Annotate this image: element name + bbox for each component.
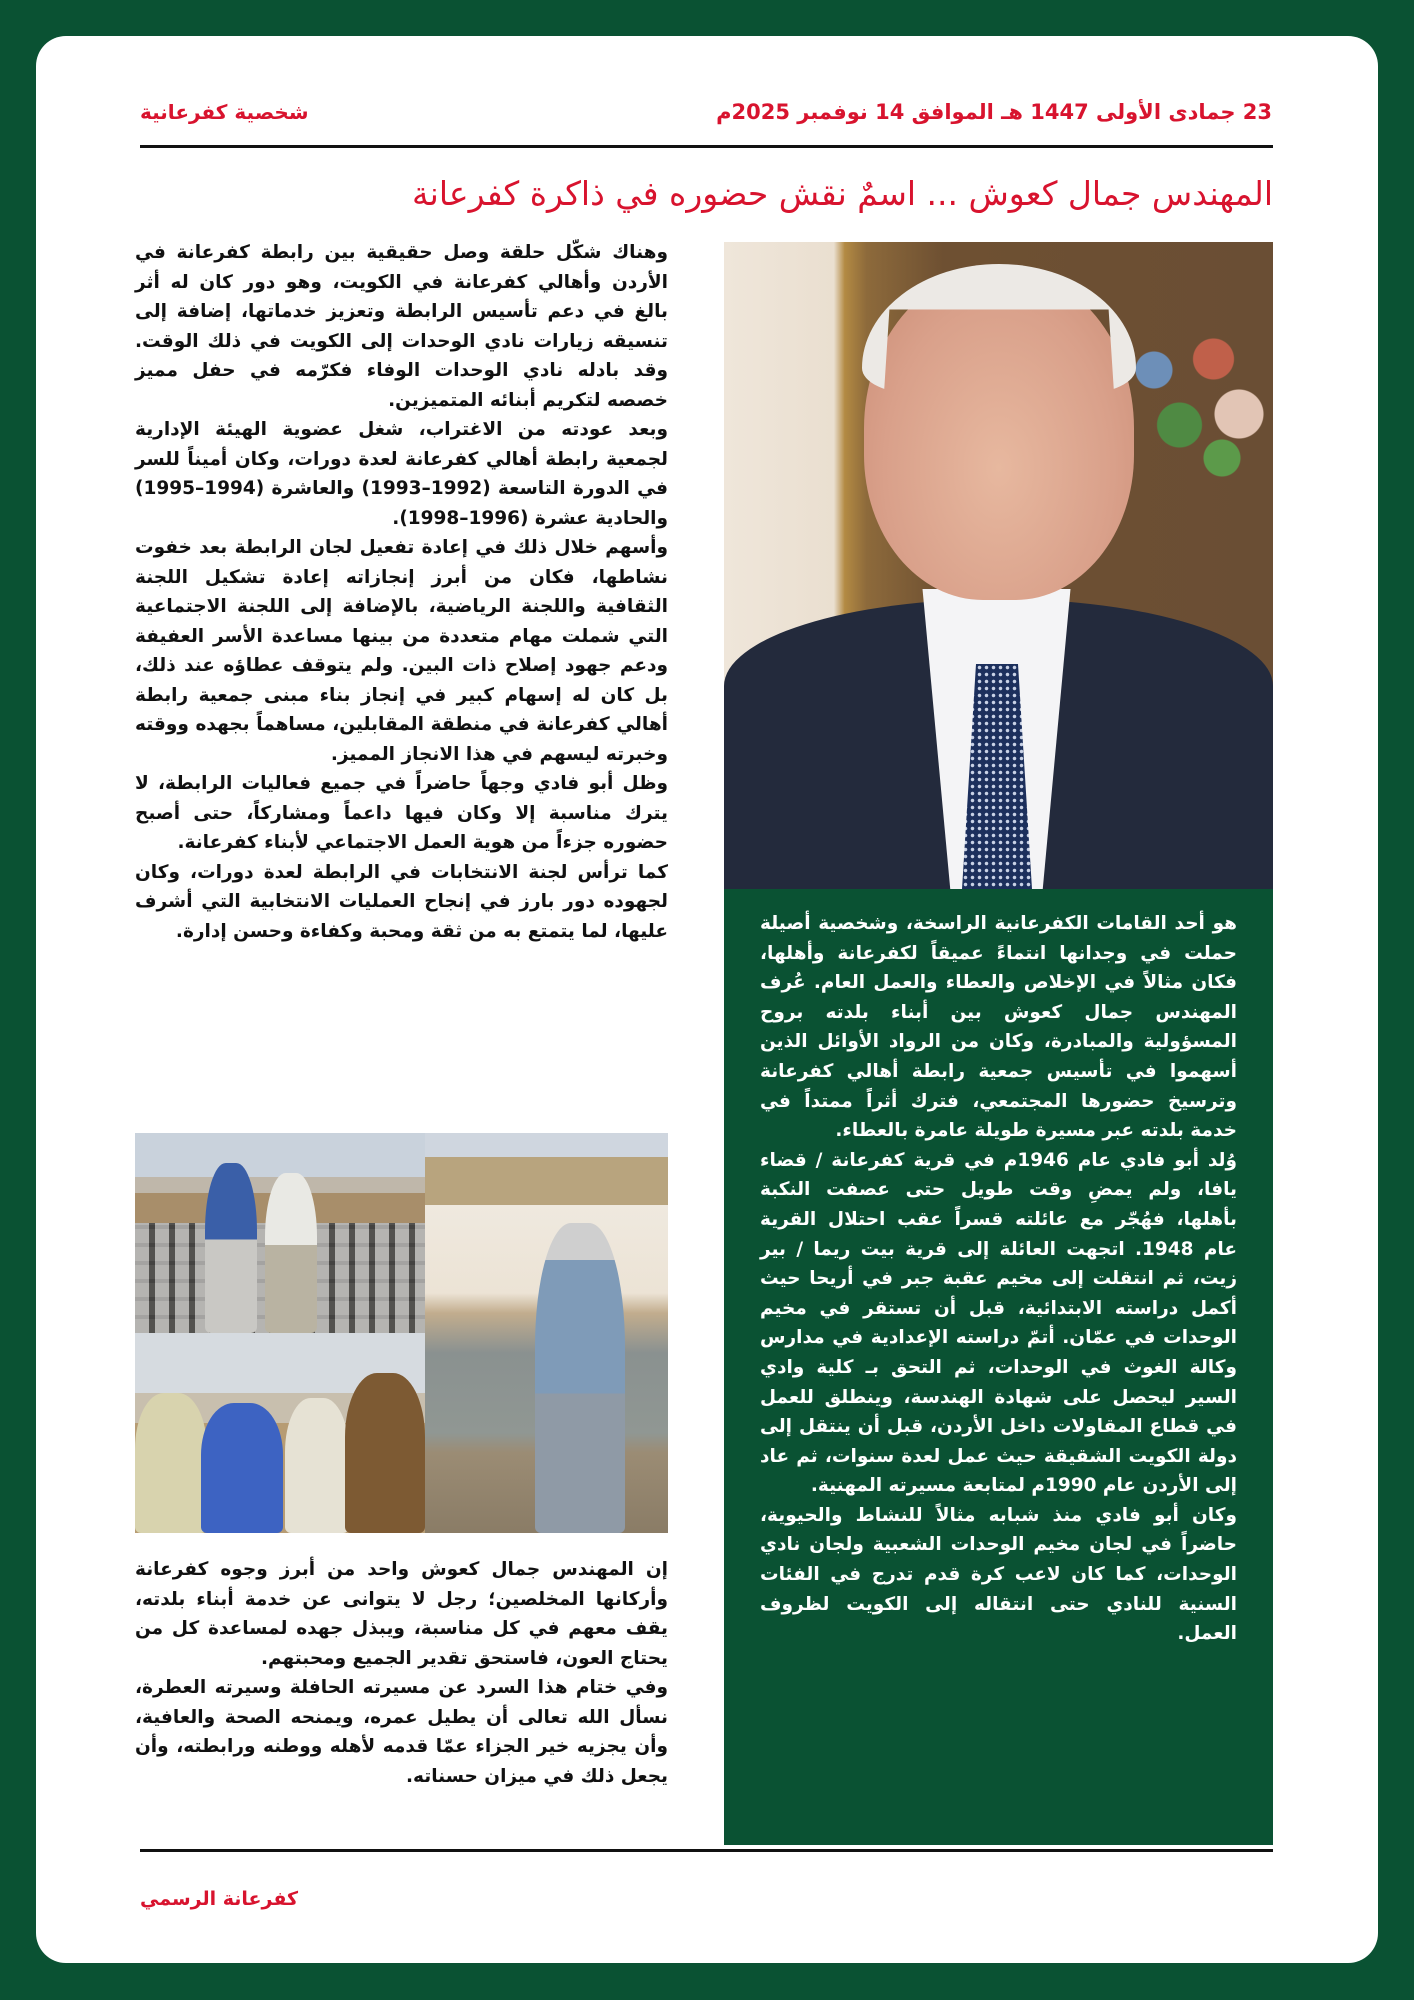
paragraph: وظل أبو فادي وجهاً حاضراً في جميع فعاليات الرابطة، لا يترك مناسبة إلا وكان فيها داعماً ومشاركاً، حتى أصبح حضوره جزءاً من هوية العمل الاجتماعي لأبناء كفرعانة. <box>135 773 668 853</box>
left-column-text <box>135 238 668 946</box>
photo-group <box>135 1333 425 1533</box>
photo-construction-site <box>135 1133 425 1333</box>
footer-divider <box>140 1849 1273 1852</box>
photo-man-standing <box>425 1133 668 1533</box>
portrait-photo <box>724 242 1273 889</box>
paragraph: وُلد أبو فادي عام 1946م في قرية كفرعانة / قضاء يافا، ولم يمضِ وقت طويل حتى عصفت النكبة بأهلها، فهُجّر مع عائلته قسراً عقب احتلال القرية عام 1948. اتجهت العائلة إلى قرية بيت ريما / بير زيت، ثم انتقلت إلى مخيم عقبة جبر في أريحا حيث أكمل دراسته الابتدائية، قبل أن تستقر في مخيم الوحدات في عمّان. أتمّ دراسته الإعدادية في مدارس وكالة الغوث في الوحدات، ثم التحق بـ كلية وادي السير ليحصل على شهادة الهندسة، وينطلق للعمل في قطاع المقاولات داخل الأردن، قبل أن ينتقل إلى دولة الكويت الشقيقة حيث عمل لعدة سنوات، ثم عاد إلى الأردن عام 1990م لمتابعة مسيرته المهنية. <box>760 1149 1238 1497</box>
paragraph: وهناك شكّل حلقة وصل حقيقية بين رابطة كفرعانة في الأردن وأهالي كفرعانة في الكويت، وهو دور كان له أثر بالغ في دعم تأسيس الرابطة وتعزيز خدماتها، إضافة إلى تنسيقه زيارات نادي الوحدات إلى الكويت في ذلك الوقت. وقد بادله نادي الوحدات الوفاء فكرّمه في حفل مميز خصصه لتكريم أبنائه المتميزين. <box>135 242 668 411</box>
paragraph: كما ترأس لجنة الانتخابات في الرابطة لعدة دورات، وكان لجهوده دور بارز في إنجاح العمليات الانتخابية التي أشرف عليها، لما يتمتع به من ثقة ومحبة وكفاءة وحسن إدارة. <box>135 861 668 942</box>
paragraph: وكان أبو فادي منذ شبابه مثالاً للنشاط والحيوية، حاضراً في لجان مخيم الوحدات الشعبية ولجان نادي الوحدات، كما كان لاعب كرة قدم تدرج في الفئات السنية للنادي حتى انتقاله إلى الكويت لظروف العمل. <box>760 1504 1237 1645</box>
paragraph: وفي ختام هذا السرد عن مسيرته الحافلة وسيرته العطرة، نسأل الله تعالى أن يطيل عمره، ويمنحه الصحة والعافية، وأن يجزيه خير الجزاء عمّا قدمه لأهله ووطنه ورابطته، وأن يجعل ذلك في ميزان حسناته. <box>135 1677 668 1787</box>
paragraph: هو أحد القامات الكفرعانية الراسخة، وشخصية أصيلة حملت في وجدانها انتماءً عميقاً لكفرعانة وأهلها، فكان مثالاً في الإخلاص والعطاء والعمل العام. عُرف المهندس جمال كعوش بين أبناء بلدته بروح المسؤولية والمبادرة، وكان من الرواد الأوائل الذين أسهموا في تأسيس جمعية رابطة أهالي كفرعانة وترسيخ حضورها المجتمعي، فترك أثراً ممتداً في خدمة بلدته عبر مسيرة طويلة عامرة بالعطاء. <box>760 913 1237 1142</box>
paragraph: وبعد عودته من الاغتراب، شغل عضوية الهيئة الإدارية لجمعية رابطة أهالي كفرعانة لعدة دورات، وكان أميناً للسر في الدورة التاسعة (1992–1993) والعاشرة (1994–1995) والحادية عشرة (1996–1998). <box>135 419 668 529</box>
paragraph: إن المهندس جمال كعوش واحد من أبرز وجوه كفرعانة وأركانها المخلصين؛ رجل لا يتوانى عن خدمة أبناء بلدته، يقف معهم في كل مناسبة، ويبذل جهده لمساعدة كل من يحتاج العون، فاستحق تقدير الجميع ومحبتهم. <box>135 1559 668 1669</box>
section-label: شخصية كفرعانية <box>140 100 309 124</box>
paragraph: وأسهم خلال ذلك في إعادة تفعيل لجان الرابطة بعد خفوت نشاطها، فكان من أبرز إنجازاته إعادة تشكيل اللجنة الثقافية واللجنة الرياضية، بالإضافة إلى اللجنة الاجتماعية التي شملت مهام متعددة من بينها مساعدة الأسر العفيفة ودعم جهود إصلاح ذات البين. ولم يتوقف عطاؤه عند ذلك، بل كان له إسهام كبير في إنجاز بناء مبنى جمعية رابطة أهالي كفرعانة في منطقة المقابلين، مساهماً بجهده ووقته وخبرته ليسهم في هذا الانجاز المميز. <box>135 537 668 765</box>
closing-text <box>135 1555 668 1791</box>
biography-box <box>724 889 1273 1845</box>
issue-date: 23 جمادى الأولى 1447 هـ الموافق 14 نوفمبر 2025م <box>716 100 1272 124</box>
header-divider <box>140 145 1273 148</box>
photo-collage <box>135 1133 668 1533</box>
article-headline: المهندس جمال كعوش ... اسمٌ نقش حضوره في ذاكرة كفرعانة <box>411 174 1273 213</box>
footer-logo: كفرعانة الرسمي <box>140 1888 299 1910</box>
